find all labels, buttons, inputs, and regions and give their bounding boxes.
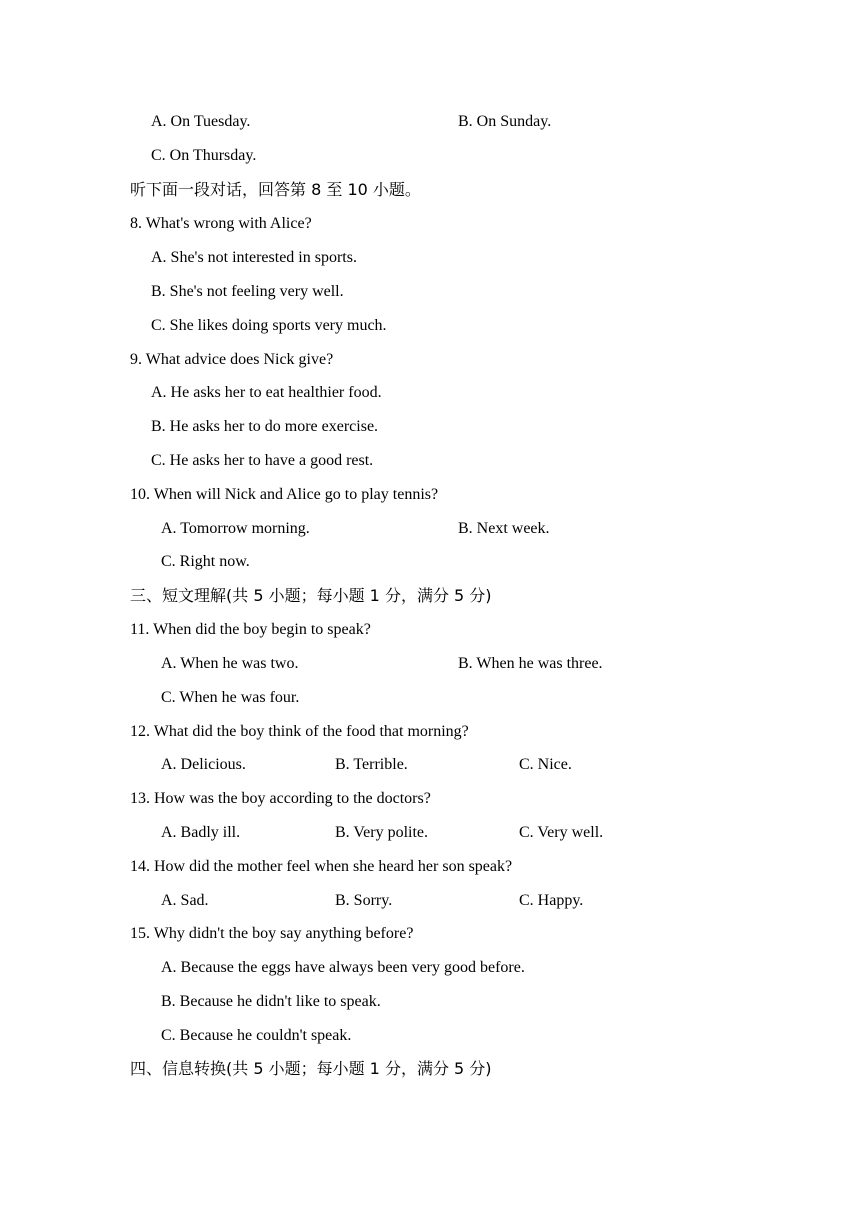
q15-option-b: B. Because he didn't like to speak. xyxy=(161,993,381,1010)
q12-question: 12. What did the boy think of the food that morning? xyxy=(130,723,469,740)
q14-option-c: C. Happy. xyxy=(519,892,584,909)
q10-option-b: B. Next week. xyxy=(458,520,550,537)
q14-question: 14. How did the mother feel when she heard her son speak? xyxy=(130,858,513,875)
q13-option-c: C. Very well. xyxy=(519,824,604,841)
section4-heading: 四、信息转换(共 5 小题；每小题 1 分，满分 5 分) xyxy=(130,1059,492,1078)
section3-heading: 三、短文理解(共 5 小题；每小题 1 分，满分 5 分) xyxy=(130,586,492,605)
q7-option-a: A. On Tuesday. xyxy=(151,113,251,130)
q11-option-b: B. When he was three. xyxy=(458,655,603,672)
q8-option-b: B. She's not feeling very well. xyxy=(151,283,344,300)
q13-option-b: B. Very polite. xyxy=(335,824,429,841)
dialogue-instruction: 听下面一段对话，回答第 8 至 10 小题。 xyxy=(130,180,421,199)
q11-question: 11. When did the boy begin to speak? xyxy=(130,621,371,638)
q14-option-b: B. Sorry. xyxy=(335,892,393,909)
q7-option-b: B. On Sunday. xyxy=(458,113,552,130)
q12-option-c: C. Nice. xyxy=(519,756,572,773)
q9-option-a: A. He asks her to eat healthier food. xyxy=(151,384,382,401)
q8-option-a: A. She's not interested in sports. xyxy=(151,249,357,266)
q12-option-b: B. Terrible. xyxy=(335,756,408,773)
q8-question: 8. What's wrong with Alice? xyxy=(130,215,312,232)
q15-option-c: C. Because he couldn't speak. xyxy=(161,1027,352,1044)
q11-option-c: C. When he was four. xyxy=(161,689,300,706)
q15-question: 15. Why didn't the boy say anything before? xyxy=(130,925,414,942)
q10-question: 10. When will Nick and Alice go to play tennis? xyxy=(130,486,439,503)
q14-option-a: A. Sad. xyxy=(161,892,209,909)
q10-option-c: C. Right now. xyxy=(161,553,250,570)
q7-option-c: C. On Thursday. xyxy=(151,147,257,164)
q13-question: 13. How was the boy according to the doctors? xyxy=(130,790,431,807)
q9-option-c: C. He asks her to have a good rest. xyxy=(151,452,374,469)
q15-option-a: A. Because the eggs have always been very good before. xyxy=(161,959,525,976)
q9-question: 9. What advice does Nick give? xyxy=(130,351,334,368)
q9-option-b: B. He asks her to do more exercise. xyxy=(151,418,379,435)
q11-option-a: A. When he was two. xyxy=(161,655,299,672)
q13-option-a: A. Badly ill. xyxy=(161,824,241,841)
q12-option-a: A. Delicious. xyxy=(161,756,246,773)
q8-option-c: C. She likes doing sports very much. xyxy=(151,317,387,334)
q10-option-a: A. Tomorrow morning. xyxy=(161,520,310,537)
